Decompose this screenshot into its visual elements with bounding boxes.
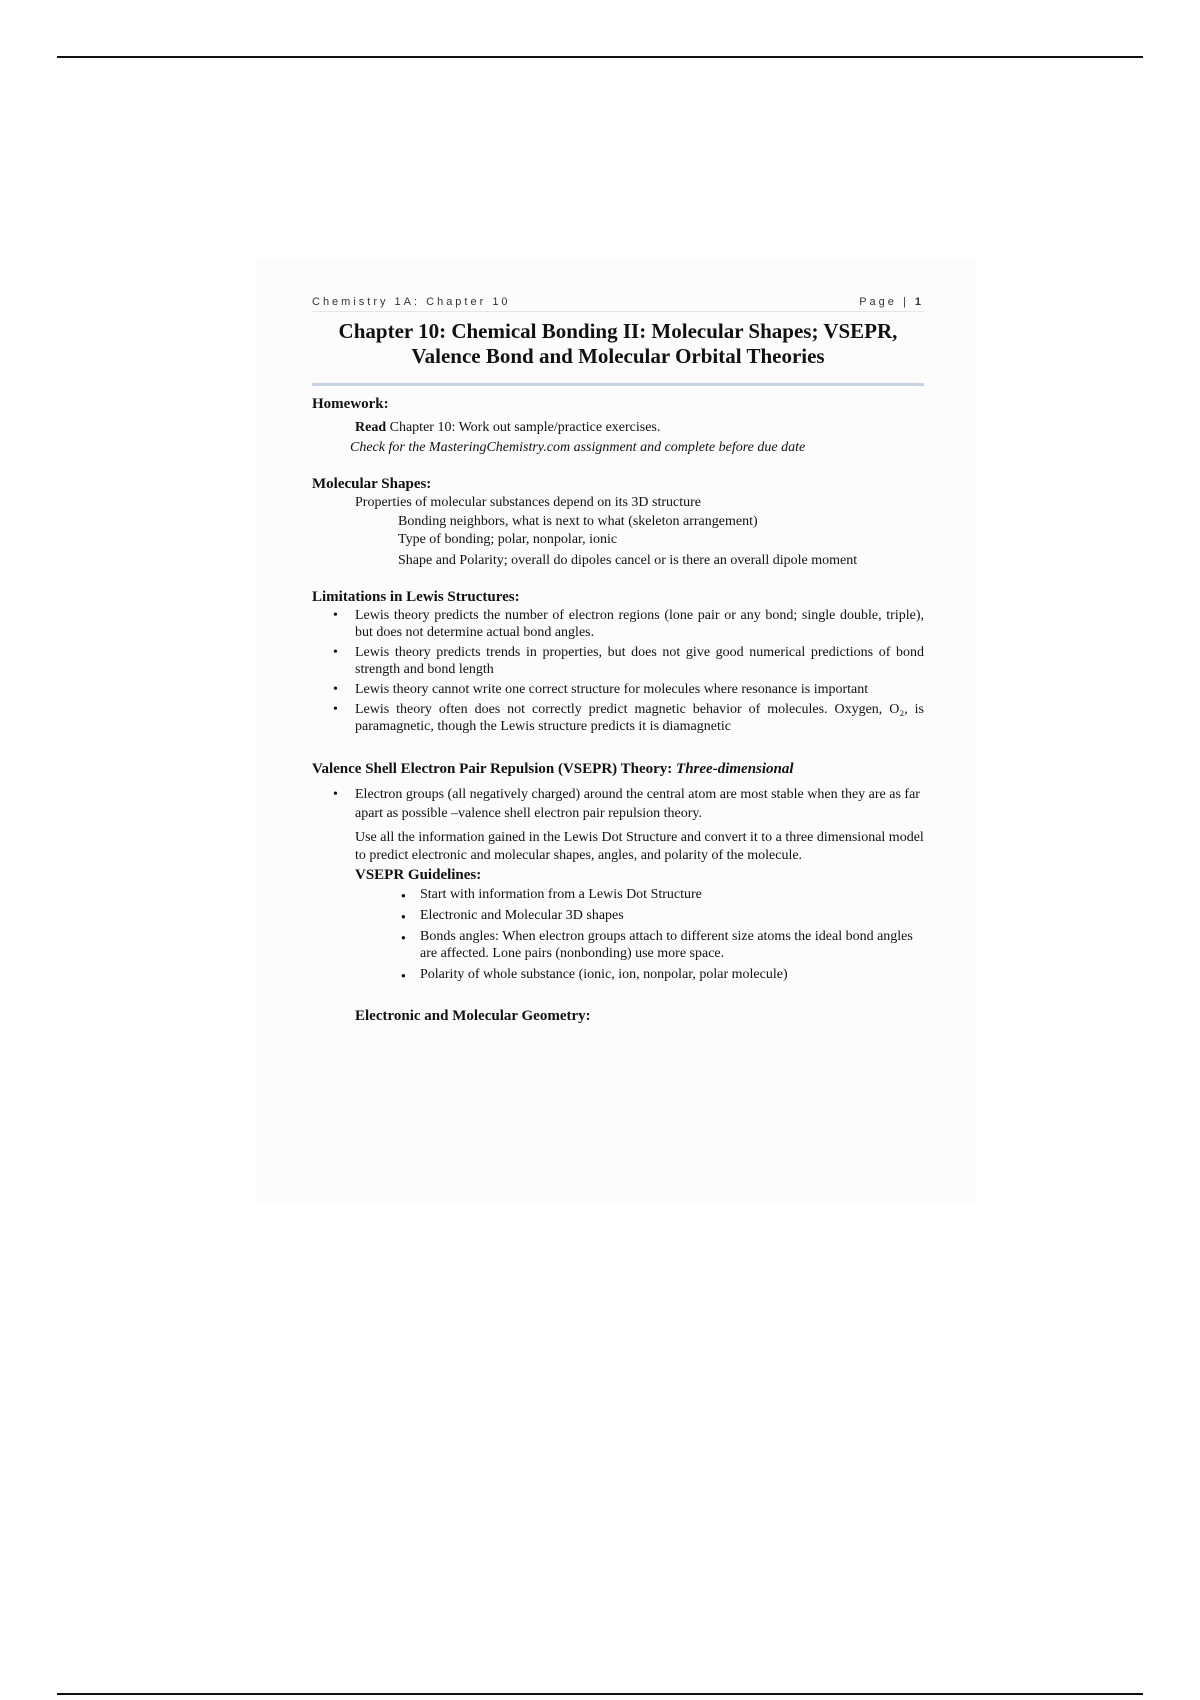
limitations-heading: Limitations in Lewis Structures: bbox=[312, 589, 520, 605]
read-label: Read bbox=[355, 420, 387, 435]
top-rule bbox=[57, 56, 1143, 58]
vsepr-heading bbox=[312, 760, 924, 778]
limitation-item: • Lewis theory predicts the number of electron regions (lone pair or any bond; single double, triple), but does not determine actual bond angles. bbox=[312, 607, 924, 641]
shape-item-1: Bonding neighbors, what is next to what (skeleton arrangement) bbox=[398, 514, 758, 529]
limitations-list bbox=[312, 607, 924, 735]
running-header bbox=[312, 296, 924, 312]
geometry-heading: Electronic and Molecular Geometry: bbox=[355, 1008, 591, 1024]
running-header-left: Chemistry 1A: Chapter 10 bbox=[312, 296, 511, 308]
title-divider bbox=[312, 383, 924, 386]
limitation-item: • Lewis theory cannot write one correct structure for molecules where resonance is important bbox=[312, 681, 924, 698]
limitation-item: • Lewis theory predicts trends in properties, but does not give good numerical predictions of bond strength and bond length bbox=[312, 644, 924, 678]
guideline-item: ● Polarity of whole substance (ionic, ion, nonpolar, polar molecule) bbox=[312, 966, 924, 983]
shape-item-2: Type of bonding; polar, nonpolar, ionic bbox=[398, 532, 618, 547]
vsepr-guidelines-list bbox=[312, 886, 924, 983]
limitation-item: • Lewis theory often does not correctly predict magnetic behavior of molecules. Oxygen, O₂, is paramagnetic, though the Lewis structure predicts it is diamagnetic bbox=[312, 701, 924, 735]
document-page bbox=[256, 258, 976, 1204]
guideline-item: ● Electronic and Molecular 3D shapes bbox=[312, 907, 924, 924]
title-line-1: Chapter 10: Chemical Bonding II: Molecular Shapes; VSEPR, bbox=[338, 319, 898, 343]
vsepr-bullet: • Electron groups (all negatively charged) around the central atom are most stable when they are as far apart as possible –valence shell electron pair repulsion theory. bbox=[312, 785, 924, 823]
homework-check-line bbox=[312, 439, 924, 456]
homework-heading: Homework: bbox=[312, 396, 389, 412]
vsepr-heading-italic: Three-dimensional bbox=[676, 761, 794, 777]
page-prefix: Page | bbox=[859, 296, 915, 308]
page-number-label bbox=[859, 296, 924, 308]
guideline-item: ● Start with information from a Lewis Dot Structure bbox=[312, 886, 924, 903]
vsepr-bullets bbox=[312, 785, 924, 823]
vsepr-heading-text: Valence Shell Electron Pair Repulsion (VSEPR) Theory: bbox=[312, 761, 677, 777]
guideline-item: ● Bonds angles: When electron groups attach to different size atoms the ideal bond angles are affected. Lone pairs (nonbonding) use more space. bbox=[312, 928, 924, 962]
bottom-rule bbox=[57, 1693, 1143, 1695]
molecular-shapes-heading: Molecular Shapes: bbox=[312, 476, 432, 492]
title-line-2: Valence Bond and Molecular Orbital Theories bbox=[411, 344, 825, 368]
homework-read-line bbox=[312, 419, 924, 436]
vsepr-guidelines-heading: VSEPR Guidelines: bbox=[355, 867, 482, 883]
check-text: Check for the MasteringChemistry.com assignment and complete before due date bbox=[350, 440, 806, 455]
read-text: Chapter 10: Work out sample/practice exercises. bbox=[386, 420, 661, 435]
page-number: 1 bbox=[914, 296, 924, 308]
shape-item-3: Shape and Polarity; overall do dipoles cancel or is there an overall dipole moment bbox=[398, 553, 858, 568]
molecular-shapes-intro: Properties of molecular substances depend on its 3D structure bbox=[355, 495, 702, 510]
page-title bbox=[312, 319, 924, 369]
page-content bbox=[312, 296, 924, 1025]
vsepr-paragraph: Use all the information gained in the Lewis Dot Structure and convert it to a three dimensional model to predict electronic and molecular shapes, angles, and polarity of the molecule. bbox=[355, 830, 924, 863]
